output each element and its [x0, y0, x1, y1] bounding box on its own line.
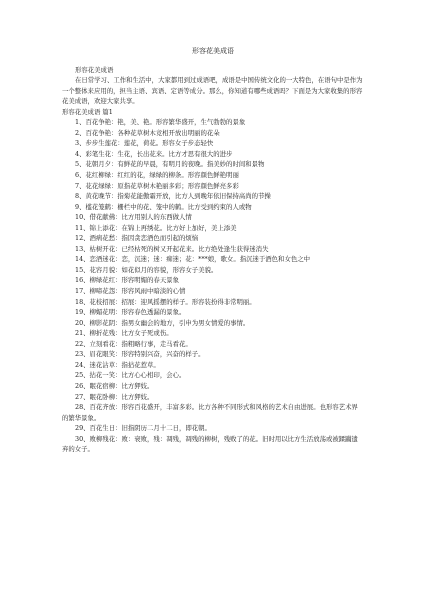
list-item	[62, 307, 364, 318]
item-text: 花红柳绿：红红的花，绿绿的柳条。形容颜色鲜艳明丽	[85, 171, 239, 180]
list-item	[62, 286, 364, 297]
item-number: 14、	[75, 255, 90, 264]
item-text: 柳折花残：比方女子死或伤。	[89, 329, 173, 338]
item-text: 酒病花愁：指因贪恋酒色而引起的烦恼	[89, 234, 199, 243]
item-number: 24、	[75, 360, 90, 369]
item-number: 11、	[75, 223, 90, 232]
list-item	[62, 117, 364, 128]
item-number: 13、	[75, 244, 90, 253]
item-text: 柳影花阴：指男女幽会的地方，引申为男女情爱的事情。	[89, 318, 250, 327]
list-item	[62, 402, 364, 423]
list-item	[62, 360, 364, 371]
item-number: 23、	[75, 350, 90, 359]
list-item	[62, 128, 364, 139]
list-item	[62, 170, 364, 181]
item-number: 25、	[75, 371, 90, 380]
item-number: 6、	[75, 171, 86, 180]
item-text: 眠花卧柳：比方狎妓。	[89, 392, 154, 401]
intro-heading: 形容花美成语	[75, 65, 114, 74]
item-number: 4、	[75, 149, 86, 158]
item-text: 迷花沾草：指拈花惹草。	[89, 360, 160, 369]
item-text: 百花齐放：形容百花盛开，丰富多彩。比方各种不同形式和风格的艺术自由进展。也形容艺术界的繁华景象。	[62, 403, 358, 422]
item-number: 28、	[75, 403, 90, 412]
item-text: 败柳残花：败：衰败，残：凋残，凋残的柳树，残败了的花。旧时用以比方生活放荡或被蹂躏遗弃的女子。	[62, 434, 358, 454]
list-item	[62, 423, 364, 434]
intro-paragraph: 在日常学习、工作和生活中，大家都用到过成语吧，成语是中国传统文化的一大特色，在语句中是作为一个整体来应用的，担当主语、宾语、定语等成分。那么，你知道有哪些成语吗？下面是为大家收集的形容花美成语，欢迎大家共享。	[62, 76, 363, 106]
list-item	[62, 349, 364, 360]
item-number: 5、	[75, 160, 86, 169]
item-text: 借花献佛：比方用别人的东西做人情	[89, 213, 192, 222]
item-text: 槛花笼鹤：栅栏中的花、笼中的鹤。比方受到约束的人或物	[85, 202, 252, 211]
list-item	[62, 233, 364, 244]
list-item	[62, 202, 364, 213]
item-number: 9、	[75, 202, 86, 211]
document-title: 形容花美成语	[192, 47, 234, 55]
item-text: 锦上添花：在锦上再绣花。比方好上加好，美上添美	[89, 223, 237, 232]
list-item	[62, 434, 364, 455]
list-item	[62, 149, 364, 160]
list-item	[62, 392, 364, 403]
item-number: 12、	[75, 234, 90, 243]
item-number: 2、	[75, 128, 86, 137]
item-text: 拈花一笑：比方心心相印，会心。	[89, 371, 186, 380]
list-item	[62, 297, 364, 308]
item-number: 18、	[75, 297, 90, 306]
item-text: 恋酒迷花：恋，沉迷；迷：痴迷；花：***娘，歌女。指沉迷于酒色和女色之中	[89, 255, 311, 264]
item-text: 枯树开花：已经枯死的树又开起花来。比方绝处逢生获得迷消失	[89, 244, 269, 253]
item-text: 柳啼花怨：形容风雨中暗淡的心情	[89, 287, 186, 296]
item-number: 17、	[75, 287, 90, 296]
list-item	[62, 265, 364, 276]
list-item	[62, 318, 364, 329]
item-number: 1、	[75, 118, 86, 127]
list-item	[62, 254, 364, 265]
item-number: 22、	[75, 339, 90, 348]
item-text: 花朝月夕：有鲜花的早晨，有明月的夜晚。指美妙的时间和景物	[85, 160, 265, 169]
item-text: 眠花宿柳：比方狎妓。	[89, 381, 154, 390]
item-number: 10、	[75, 213, 90, 222]
list-item	[62, 181, 364, 192]
item-number: 29、	[75, 424, 90, 433]
list-item	[62, 339, 364, 350]
item-number: 19、	[75, 308, 90, 317]
item-number: 16、	[75, 276, 90, 285]
item-text: 百花争艳：各种花草树木竞相开放出明丽的花朵	[85, 128, 220, 137]
item-number: 30、	[75, 434, 90, 443]
list-item	[62, 370, 364, 381]
item-text: 步步生莲花：莲花，荷花。形容女子步态轻快	[85, 139, 214, 148]
item-number: 26、	[75, 381, 90, 390]
item-text: 柳绿花红：形容明媚的春天景象	[89, 276, 179, 285]
item-text: 花花绿绿：原指花草树木艳丽多彩；形容颜色鲜亮多彩	[85, 181, 239, 190]
item-text: 黄花晚节：指菊花能傲霜开放，比方人到晚年依旧保持高尚的节操	[85, 192, 271, 201]
item-number: 15、	[75, 265, 90, 274]
list-item	[62, 381, 364, 392]
item-number: 21、	[75, 329, 90, 338]
item-text: 百花争艳：艳，美、艳。形容繁华盛开，生气勃勃的景象	[85, 118, 246, 127]
item-number: 3、	[75, 139, 86, 148]
idiom-list	[62, 117, 364, 455]
item-text: 眉花眼笑：形容特别兴奋，兴奋的样子。	[89, 350, 205, 359]
section-heading: 形容花美成语 篇1	[62, 107, 113, 116]
item-text: 柳媚花明：形容春色透漏的景象。	[89, 308, 186, 317]
list-item	[62, 328, 364, 339]
list-item	[62, 138, 364, 149]
item-number: 27、	[75, 392, 90, 401]
item-text: 立刻看花：指粗略行事，走马看花。	[89, 339, 192, 348]
item-text: 百花生日：旧指阴历二月十二日，即花朝。	[89, 424, 211, 433]
list-item	[62, 212, 364, 223]
item-number: 20、	[75, 318, 90, 327]
item-number: 8、	[75, 192, 86, 201]
item-text: 彩笔生花：生花，长出花来。比方才思有很大的进步	[85, 149, 233, 158]
item-text: 花枝招展：招展：迎风摇摆的样子。形容装扮得非常明丽。	[89, 297, 256, 306]
list-item	[62, 275, 364, 286]
list-item	[62, 159, 364, 170]
item-number: 7、	[75, 181, 86, 190]
list-item	[62, 191, 364, 202]
list-item	[62, 244, 364, 255]
list-item	[62, 223, 364, 234]
item-text: 花容月貌：如花似月的容貌，形容女子美貌。	[89, 265, 218, 274]
